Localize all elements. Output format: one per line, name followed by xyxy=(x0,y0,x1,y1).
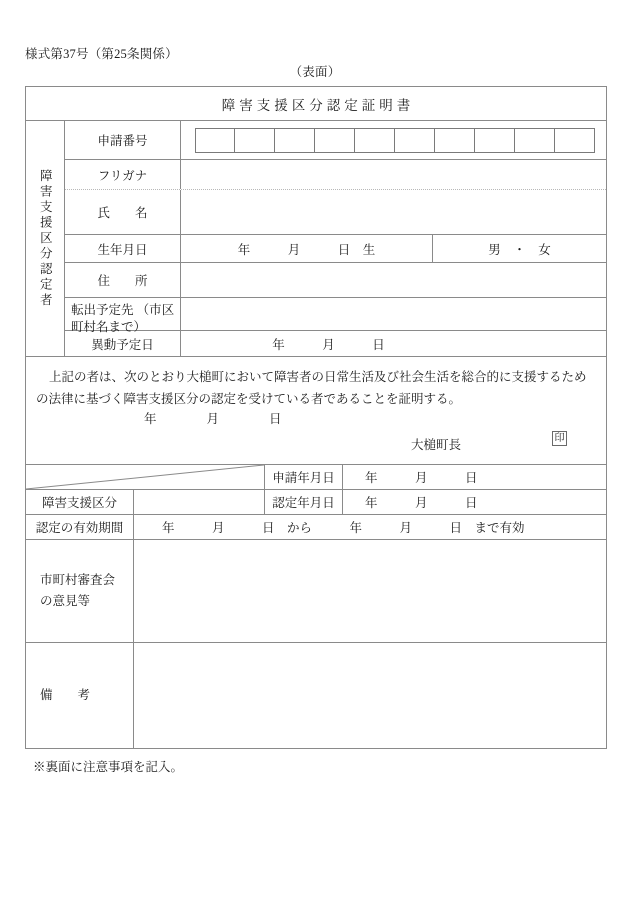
application-number-box[interactable] xyxy=(395,128,435,153)
footnote: ※裏面に注意事項を記入。 xyxy=(33,760,184,774)
application-number-box[interactable] xyxy=(315,128,355,153)
moving-to-label xyxy=(65,298,181,334)
row-remarks xyxy=(26,643,606,748)
application-number-label: 申請番号 xyxy=(65,121,181,159)
furigana-value[interactable] xyxy=(181,160,606,189)
certification-date[interactable]: 年 月 日 xyxy=(144,412,282,426)
name-value[interactable] xyxy=(181,190,606,234)
diagonal-strike-cell xyxy=(26,465,265,489)
moving-to-label-line1: 転出予定先 xyxy=(71,303,134,317)
application-number-box[interactable] xyxy=(275,128,315,153)
application-number-box[interactable] xyxy=(355,128,395,153)
review-opinion-label-line1: 市町村審査会 xyxy=(40,572,116,587)
row-application-date xyxy=(26,465,606,490)
review-opinion-value[interactable] xyxy=(134,540,606,642)
form-title-row xyxy=(26,87,606,121)
decision-date-value[interactable]: 年 月 日 xyxy=(365,496,478,510)
support-category-value[interactable] xyxy=(134,490,265,514)
furigana-label: フリガナ xyxy=(65,160,181,189)
moving-date-value[interactable]: 年 月 日 xyxy=(272,337,385,352)
certification-signer: 大槌町長 xyxy=(411,438,462,452)
row-moving-to xyxy=(65,298,606,334)
row-furigana xyxy=(65,160,606,190)
support-category-label: 障害支援区分 xyxy=(26,490,134,514)
application-number-box[interactable] xyxy=(475,128,515,153)
review-opinion-label xyxy=(26,540,134,642)
moving-to-value[interactable] xyxy=(181,298,606,330)
application-number-box[interactable] xyxy=(235,128,275,153)
moving-date-label: 異動予定日 xyxy=(65,331,181,356)
row-name xyxy=(65,190,606,235)
address-label: 住 所 xyxy=(65,263,181,297)
form-number: 様式第37号（第25条関係） xyxy=(25,47,178,61)
certification-paragraph: 上記の者は、次のとおり大槌町において障害者の日常生活及び社会生活を総合的に支援するための法律に基づく障害支援区分の認定を受けている者であることを証明する。 xyxy=(36,370,587,406)
page-side-label: （表面） xyxy=(289,65,341,79)
row-valid-period xyxy=(26,515,606,540)
row-application-number xyxy=(65,121,606,160)
valid-period-value[interactable]: 年 月 日 から 年 月 日 まで有効 xyxy=(162,521,525,535)
gender-value[interactable]: 男 ・ 女 xyxy=(488,242,551,257)
row-review-opinion xyxy=(26,540,606,643)
row-birth-date xyxy=(65,235,606,263)
application-date-label: 申請年月日 xyxy=(265,465,343,489)
application-date-value[interactable]: 年 月 日 xyxy=(365,471,478,485)
certificate-form-table xyxy=(25,86,607,749)
application-number-box[interactable] xyxy=(515,128,555,153)
name-label: 氏 名 xyxy=(65,190,181,234)
row-support-category xyxy=(26,490,606,515)
application-number-box[interactable] xyxy=(555,128,595,153)
review-opinion-label-line2: の意見等 xyxy=(40,594,91,608)
application-number-box[interactable] xyxy=(195,128,235,153)
decision-date-label: 認定年月日 xyxy=(265,490,343,514)
applicant-rows xyxy=(65,121,606,356)
remarks-value[interactable] xyxy=(134,643,606,748)
address-value[interactable] xyxy=(181,263,606,297)
certification-section xyxy=(26,357,606,465)
remarks-label: 備 考 xyxy=(26,643,134,748)
applicant-section xyxy=(26,121,606,357)
valid-period-label: 認定の有効期間 xyxy=(26,515,134,539)
diagonal-line-icon xyxy=(26,465,264,489)
moving-to-label-line2: （市区町村名まで） xyxy=(71,303,175,334)
row-moving-date xyxy=(65,331,606,356)
seal-icon: 印 xyxy=(552,431,567,446)
applicant-vertical-label: 障害支援区分認定者 xyxy=(26,121,65,356)
birth-date-label: 生年月日 xyxy=(65,235,181,262)
birth-date-value[interactable]: 年 月 日 生 xyxy=(181,235,433,262)
application-number-boxes[interactable] xyxy=(181,121,606,159)
application-number-box[interactable] xyxy=(435,128,475,153)
page-title: 障害支援区分認定証明書 xyxy=(221,97,415,113)
row-address xyxy=(65,263,606,298)
